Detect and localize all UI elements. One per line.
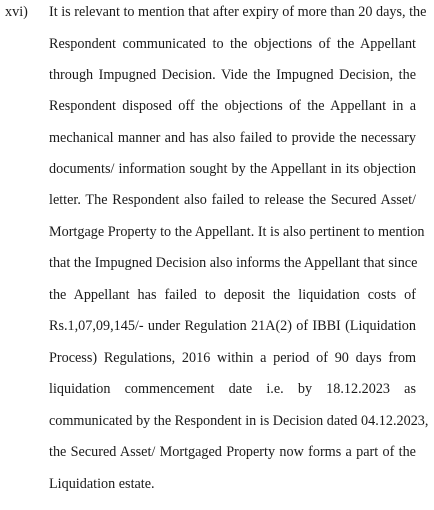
paragraph-line: Respondent disposed off the objections of the Appellant in a: [49, 98, 416, 114]
paragraph-line-last: Liquidation estate.: [49, 476, 155, 492]
paragraph-line: letter. The Respondent also failed to release the Secured Asset/: [49, 192, 416, 208]
paragraph-line: that the Impugned Decision also informs the Appellant that since: [49, 255, 418, 271]
paragraph-line: Rs.1,07,09,145/- under Regulation 21A(2) of IBBI (Liquidation: [49, 318, 416, 334]
paragraph-line: Mortgage Property to the Appellant. It is also pertinent to mention: [49, 224, 425, 240]
paragraph-line: mechanical manner and has also failed to provide the necessary: [49, 130, 416, 146]
paragraph-line: the Secured Asset/ Mortgaged Property now forms a part of the: [49, 444, 416, 460]
paragraph-line: liquidation commencement date i.e. by 18.12.2023 as: [49, 381, 416, 397]
paragraph-line: Process) Regulations, 2016 within a period of 90 days from: [49, 350, 416, 366]
paragraph-line: Respondent communicated to the objections of the Appellant: [49, 36, 416, 52]
paragraph-marker: xvi): [5, 4, 28, 20]
paragraph-line: the Appellant has failed to deposit the liquidation costs of: [49, 287, 416, 303]
paragraph-line: communicated by the Respondent in is Decision dated 04.12.2023,: [49, 413, 429, 429]
paragraph-line: through Impugned Decision. Vide the Impugned Decision, the: [49, 67, 416, 83]
paragraph-line: documents/ information sought by the Appellant in its objection: [49, 161, 416, 177]
paragraph-line: It is relevant to mention that after expiry of more than 20 days, the: [49, 4, 427, 20]
